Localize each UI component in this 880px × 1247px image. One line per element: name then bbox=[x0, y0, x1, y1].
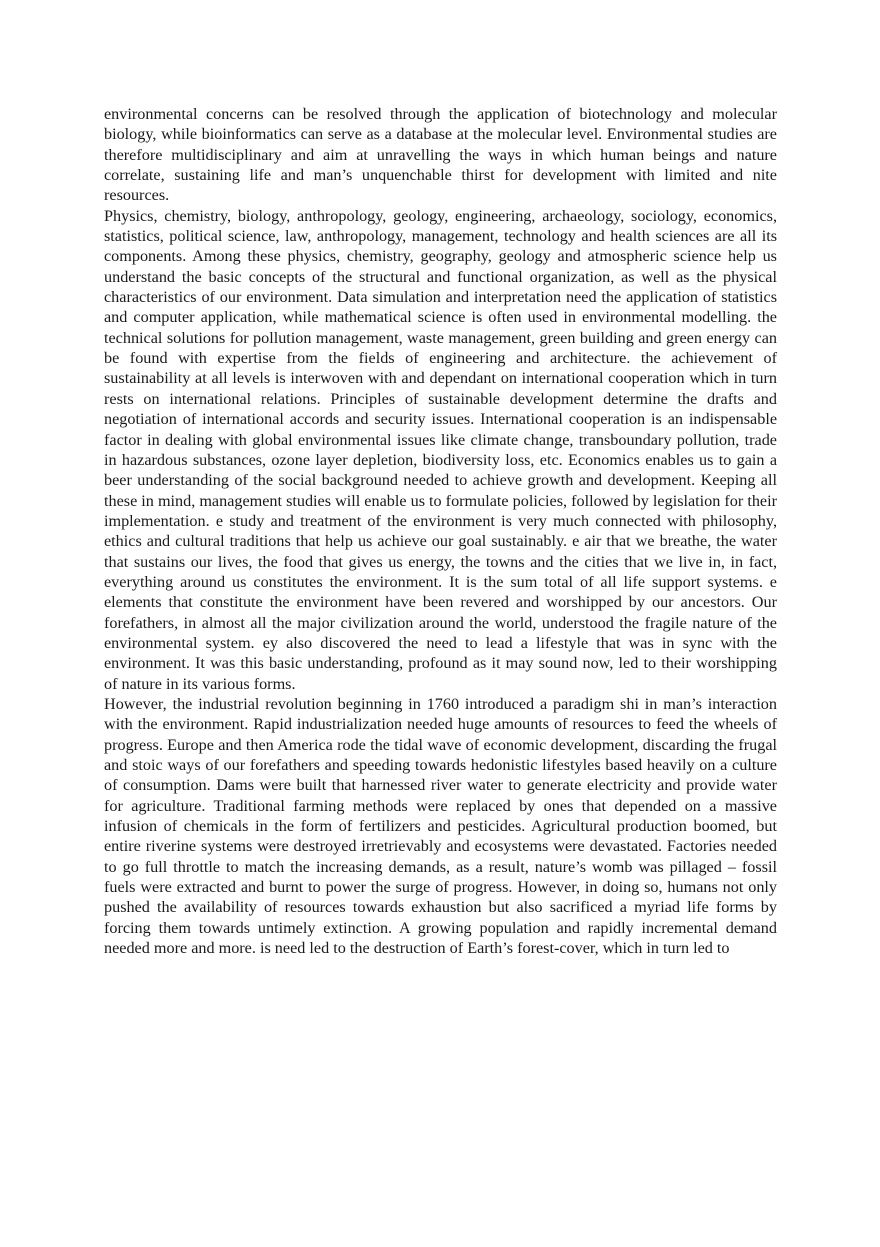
paragraph-2: Physics, chemistry, biology, anthropology, geology, engineering, archaeology, sociology, economics, statistics, political science, law, anthropology, management, technology and health sciences are all its components. Among these physics, chemistry, geography, geology and atmospheric science help us understand the basic concepts of the structural and functional organization, as well as the physical characteristics of our environment. Data simulation and interpretation need the application of statistics and computer application, while mathematical science is often used in environmental modelling. the technical solutions for pollution management, waste management, green building and green energy can be found with expertise from the fields of engineering and architecture. the achievement of sustainability at all levels is interwoven with and dependant on international cooperation which in turn rests on international relations. Principles of sustainable development determine the drafts and negotiation of international accords and security issues. International cooperation is an indispensable factor in dealing with global environmental issues like climate change, transboundary pollution, trade in hazardous substances, ozone layer depletion, biodiversity loss, etc. Economics enables us to gain a beer understanding of the social background needed to achieve growth and development. Keeping all these in mind, management studies will enable us to formulate policies, followed by legislation for their implementation. e study and treatment of the environment is very much connected with philosophy, ethics and cultural traditions that help us achieve our goal sustainably. e air that we breathe, the water that sustains our lives, the food that gives us energy, the towns and the cities that we live in, in fact, everything around us constitutes the environment. It is the sum total of all life support systems. e elements that constitute the environment have been revered and worshipped by our ancestors. Our forefathers, in almost all the major civilization around the world, understood the fragile nature of the environmental system. ey also discovered the need to lead a lifestyle that was in sync with the environment. It was this basic understanding, profound as it may sound now, led to their worshipping of nature in its various forms. bbox=[104, 206, 777, 693]
paragraph-3: However, the industrial revolution beginning in 1760 introduced a paradigm shi in man’s interaction with the environment. Rapid industrialization needed huge amounts of resources to feed the wheels of progress. Europe and then America rode the tidal wave of economic development, discarding the frugal and stoic ways of our forefathers and speeding towards hedonistic lifestyles based heavily on a culture of consumption. Dams were built that harnessed river water to generate electricity and provide water for agriculture. Traditional farming methods were replaced by ones that depended on a massive infusion of chemicals in the form of fertilizers and pesticides. Agricultural production boomed, but entire riverine systems were destroyed irretrievably and ecosystems were devastated. Factories needed to go full throttle to match the increasing demands, as a result, nature’s womb was pillaged – fossil fuels were extracted and burnt to power the surge of progress. However, in doing so, humans not only pushed the availability of resources towards exhaustion but also sacrificed a myriad life forms by forcing them towards untimely extinction. A growing population and rapidly incremental demand needed more and more. is need led to the destruction of Earth’s forest-cover, which in turn led to bbox=[104, 694, 777, 958]
paragraph-1: environmental concerns can be resolved through the application of biotechnology and molecular biology, while bioinformatics can serve as a database at the molecular level. Environmental studies are therefore multidisciplinary and aim at unravelling the ways in which human beings and nature correlate, sustaining life and man’s unquenchable thirst for development with limited and nite resources. bbox=[104, 105, 777, 205]
document-page bbox=[104, 104, 777, 958]
